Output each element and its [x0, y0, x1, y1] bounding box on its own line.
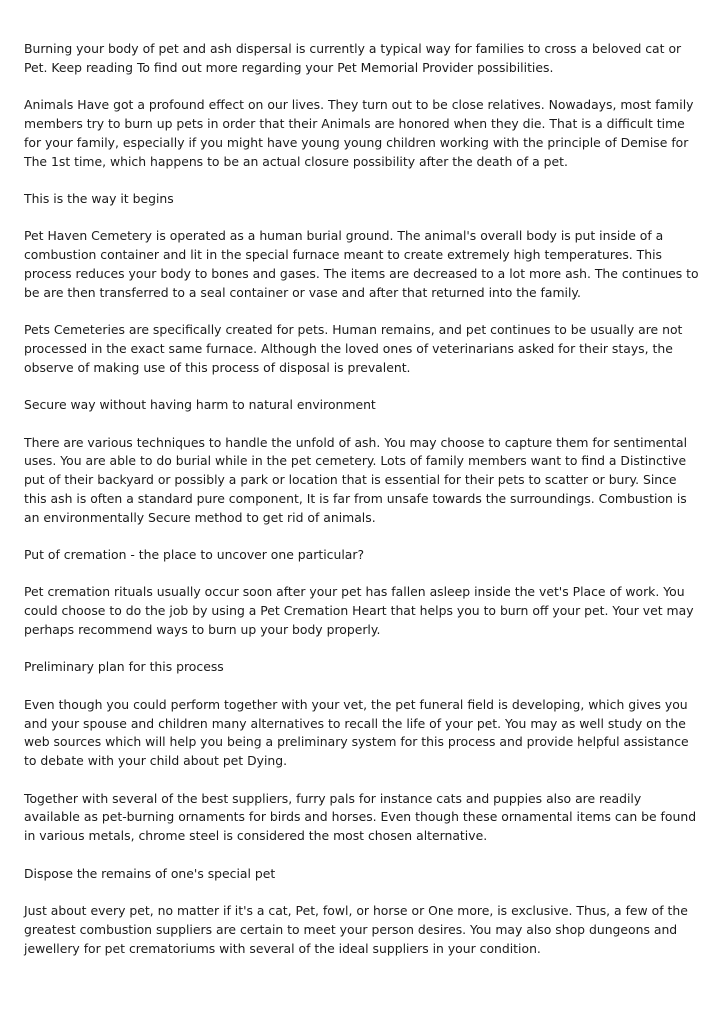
- paragraph-pets-cemeteries: Pets Cemeteries are specifically created for pets. Human remains, and pet continues to be usually are not processed in the exact same furnace. Although the loved ones of veterinarians asked for their stays, the observe of making use of this process of disposal is prevalent.: [24, 322, 683, 375]
- intro-paragraph: Burning your body of pet and ash dispersal is currently a typical way for families to cross a beloved cat or Pet. Keep reading To find out more regarding your Pet Memorial Provider possibilities.: [24, 41, 682, 75]
- article-body: [24, 40, 700, 977]
- section-heading-secure-way: Secure way without having harm to natural environment: [24, 397, 376, 413]
- paragraph-ash-techniques: There are various techniques to handle the unfold of ash. You may choose to capture them for sentimental uses. You are able to do burial while in the pet cemetery. Lots of family members want to find a Distinctive put of their backyard or possibly a park or location that is essential for their pets to scatter or bury. Since this ash is often a standard pure component, It is far from unsafe towards the surroundings. Combustion is an environmentally Secure method to get rid of animals.: [24, 434, 688, 525]
- paragraph-every-pet-exclusive: Just about every pet, no matter if it's a cat, Pet, fowl, or horse or One more, is exclusive. Thus, a few of the greatest combustion suppliers are certain to meet your person desires. You may also shop dungeons and jewellery for pet crematoriums with several of the ideal suppliers in your condition.: [24, 903, 688, 956]
- section-heading-place-of-cremation: Put of cremation - the place to uncover one particular?: [24, 547, 365, 563]
- paragraph-pet-haven-cemetery: Pet Haven Cemetery is operated as a human burial ground. The animal's overall body is put inside of a combustion container and lit in the special furnace meant to create extremely high temperatures. This process reduces your body to bones and gases. The items are decreased to a lot more ash. The continues to be are then transferred to a seal container or vase and after that returned into the family.: [24, 228, 699, 300]
- section-heading-preliminary-plan: Preliminary plan for this process: [24, 659, 224, 675]
- paragraph-animals-impact: Animals Have got a profound effect on our lives. They turn out to be close relatives. Nowadays, most family members try to burn up pets in order that their Animals are honored when they die. That is a difficult time for your family, especially if you might have young young children working with the principle of Demise for The 1st time, which happens to be an actual closure possibility after the death of a pet.: [24, 97, 694, 169]
- section-heading-how-it-begins: This is the way it begins: [24, 190, 174, 206]
- paragraph-cremation-rituals: Pet cremation rituals usually occur soon after your pet has fallen asleep inside the vet's Place of work. You could choose to do the job by using a Pet Cremation Heart that helps you to burn off your pet. Your vet may perhaps recommend ways to burn up your body properly.: [24, 584, 694, 638]
- section-heading-dispose-remains: Dispose the remains of one's special pet: [24, 865, 276, 881]
- paragraph-best-suppliers: Together with several of the best suppliers, furry pals for instance cats and puppies also are readily available as pet-burning ornaments for birds and horses. Even though these ornamental items can be found in various metals, chrome steel is considered the most chosen alternative.: [24, 790, 697, 844]
- paragraph-funeral-field: Even though you could perform together with your vet, the pet funeral field is developing, which gives you and your spouse and children many alternatives to recall the life of your pet. You may as well study on the web sources which will help you being a preliminary system for this process and provide helpful assistance to debate with your child about pet Dying.: [24, 696, 689, 769]
